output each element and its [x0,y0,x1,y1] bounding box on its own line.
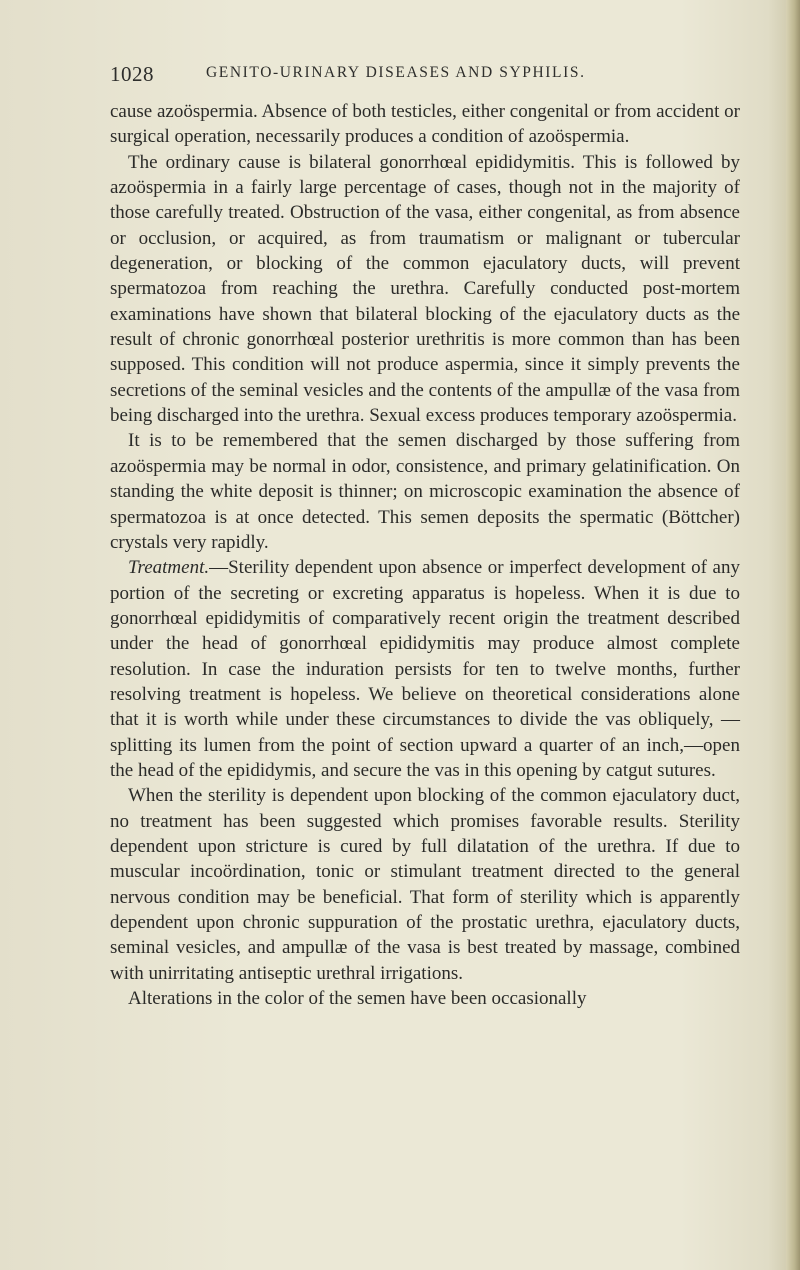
paragraph-4-text: —Sterility dependent upon absence or imperfect development of any portion of the secreting or excreting apparatus is hopeless. When it is due to gonorrhœal epididymitis of comparatively recent origin the treatment described under the head of gonorrhœal epididymitis may produce almost complete resolution. In case the induration persists for ten to twelve months, further resolving treatment is hopeless. We believe on theoretical considerations alone that it is worth while under these circumstances to divide the vas obliquely, —splitting its lumen from the point of section upward a quarter of an inch,—open the head of the epididymis, and secure the vas in this opening by catgut sutures. [110,557,740,781]
page-number: 1028 [110,62,154,86]
paragraph-5: When the sterility is dependent upon blocking of the common ejaculatory duct, no treatment has been suggested which promises favorable results. Sterility dependent upon stricture is cured by full dilatation of the urethra. If due to muscular incoördination, tonic or stimulant treatment directed to the general nervous condition may be beneficial. That form of sterility which is apparently dependent upon chronic suppuration of the prostatic urethra, ejaculatory ducts, seminal vesicles, and ampullæ of the vasa is best treated by massage, combined with unirritating antiseptic urethral irrigations. [110,785,740,984]
page-edge [786,0,800,1270]
body-text [110,99,740,1011]
treatment-heading: Treatment. [128,557,210,579]
paragraph-2: The ordinary cause is bilateral gonorrhœal epididymitis. This is followed by azoöspermia in a fairly large percentage of cases, though not in the majority of those carefully treated. Obstruction of the vasa, either congenital, as from absence or occlusion, or acquired, as from traumatism or malignant or tubercular degeneration, or blocking of the common ejaculatory ducts, will prevent spermatozoa from reaching the urethra. Carefully conducted post-mortem examinations have shown that bilateral blocking of the ejaculatory ducts as the result of chronic gonorrhœal posterior urethritis is more common than has been supposed. This condition will not produce aspermia, since it simply prevents the secretions of the seminal vesicles and the contents of the ampullæ of the vasa from being discharged into the urethra. Sexual excess produces temporary azoöspermia. [110,151,740,427]
paragraph-1: cause azoöspermia. Absence of both testicles, either congenital or from accident or surgical operation, necessarily produces a condition of azoöspermia. [110,101,740,148]
running-head: GENITO-URINARY DISEASES AND SYPHILIS. [206,64,586,81]
paragraph-6: Alterations in the color of the semen have been occasionally [128,988,587,1010]
paragraph-4 [110,555,740,783]
paragraph-3: It is to be remembered that the semen discharged by those suffering from azoöspermia may be normal in odor, consistence, and primary gelatinification. On standing the white deposit is thinner; on microscopic examination the absence of spermatozoa is at once detected. This semen deposits the spermatic (Böttcher) crystals very rapidly. [110,430,740,553]
page-header [110,60,750,88]
